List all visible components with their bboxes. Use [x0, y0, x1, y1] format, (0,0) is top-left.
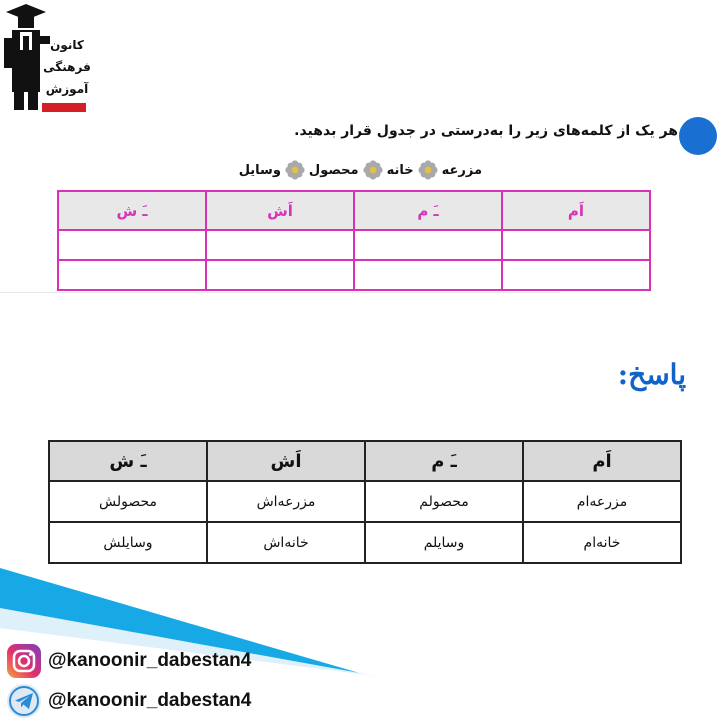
logo-text-line2: فرهنگی — [43, 60, 91, 74]
table-header-cell: اَش — [206, 191, 354, 230]
table-cell: مزرعه‌ام — [523, 481, 681, 522]
answer-table — [48, 440, 682, 564]
table-cell — [58, 260, 206, 290]
telegram-icon — [6, 683, 42, 719]
word-item: محصول — [308, 162, 359, 178]
table-header-cell: ـَ م — [354, 191, 502, 230]
answer-title: پاسخ: — [617, 358, 686, 391]
instagram-icon — [6, 643, 42, 679]
table-header-cell: اَم — [502, 191, 650, 230]
flower-icon — [285, 160, 305, 180]
table-cell — [502, 260, 650, 290]
word-list — [239, 160, 482, 180]
table-cell — [206, 230, 354, 260]
table-cell: خانه‌ام — [523, 522, 681, 563]
logo-red-bar — [42, 103, 86, 112]
table-header-cell: اَش — [207, 441, 365, 481]
table-header-cell: ـَ ش — [49, 441, 207, 481]
table-row — [49, 522, 681, 563]
table-cell: مزرعه‌اش — [207, 481, 365, 522]
logo-text-line1: کانون — [50, 38, 84, 52]
table-header-row — [49, 441, 681, 481]
instagram-link[interactable] — [6, 643, 251, 679]
question-bullet — [679, 117, 717, 155]
question-text: هر یک از کلمه‌های زیر را به‌درستی در جدول قرار بدهید. — [294, 123, 678, 139]
table-row — [49, 481, 681, 522]
flower-icon — [418, 160, 438, 180]
table-header-cell: ـَ ش — [58, 191, 206, 230]
word-item: مزرعه — [441, 162, 482, 178]
kanoon-logo — [0, 0, 92, 112]
table-cell — [502, 230, 650, 260]
telegram-link[interactable] — [6, 683, 251, 719]
table-cell: خانه‌اش — [207, 522, 365, 563]
flower-icon — [363, 160, 383, 180]
instagram-handle: @kanoonir_dabestan4 — [48, 650, 252, 671]
table-header-row — [58, 191, 650, 230]
telegram-handle: @kanoonir_dabestan4 — [48, 690, 252, 711]
table-cell: وسایلم — [365, 522, 523, 563]
table-header-cell: ـَ م — [365, 441, 523, 481]
divider — [0, 292, 560, 293]
table-row — [58, 260, 650, 290]
table-cell — [354, 230, 502, 260]
table-cell: وسایلش — [49, 522, 207, 563]
table-header-cell: اَم — [523, 441, 681, 481]
table-cell — [206, 260, 354, 290]
table-cell: محصولم — [365, 481, 523, 522]
table-cell — [58, 230, 206, 260]
table-row — [58, 230, 650, 260]
logo-text-line3: آموزش — [45, 82, 89, 96]
word-item: خانه — [386, 162, 414, 178]
table-cell — [354, 260, 502, 290]
word-item: وسایل — [238, 162, 281, 178]
table-cell: محصولش — [49, 481, 207, 522]
exercise-table — [57, 190, 651, 291]
